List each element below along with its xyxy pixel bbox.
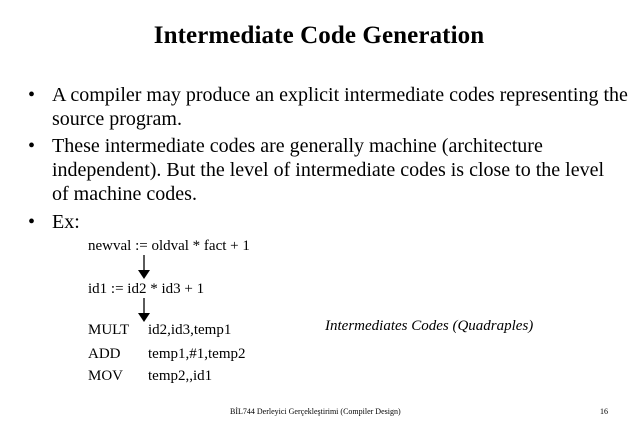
quad-args: temp1,#1,temp2 [148,346,246,362]
down-arrow-icon [136,254,152,280]
quad-op: MOV [88,368,124,384]
bullet-text: independent). But the level of intermediate codes is close to the level [52,159,605,181]
down-arrow-icon [136,297,152,323]
bullet-text: source program. [52,108,182,130]
bullet-text: These intermediate codes are generally machine (architecture [52,135,543,157]
footer-course: BİL744 Derleyici Gerçekleştirimi (Compiler Design) [230,407,401,416]
quad-op: ADD [88,346,121,362]
quad-args: temp2,,id1 [148,368,213,384]
bullet-marker: • [28,84,36,106]
slide-title: Intermediate Code Generation [153,22,485,49]
bullet-marker: • [28,135,36,157]
bullet-marker: • [28,211,36,233]
page-number: 16 [600,407,608,416]
quad-args: id2,id3,temp1 [148,322,232,338]
bullet-text: A compiler may produce an explicit intermediate codes representing the [52,84,628,106]
token-statement: id1 := id2 * id3 + 1 [88,281,205,297]
bullet-text: Ex: [52,211,80,233]
quadruples-note: Intermediates Codes (Quadraples) [325,318,534,334]
bullet-text: of machine codes. [52,183,197,205]
quad-op: MULT [88,322,130,338]
source-statement: newval := oldval * fact + 1 [88,238,250,254]
